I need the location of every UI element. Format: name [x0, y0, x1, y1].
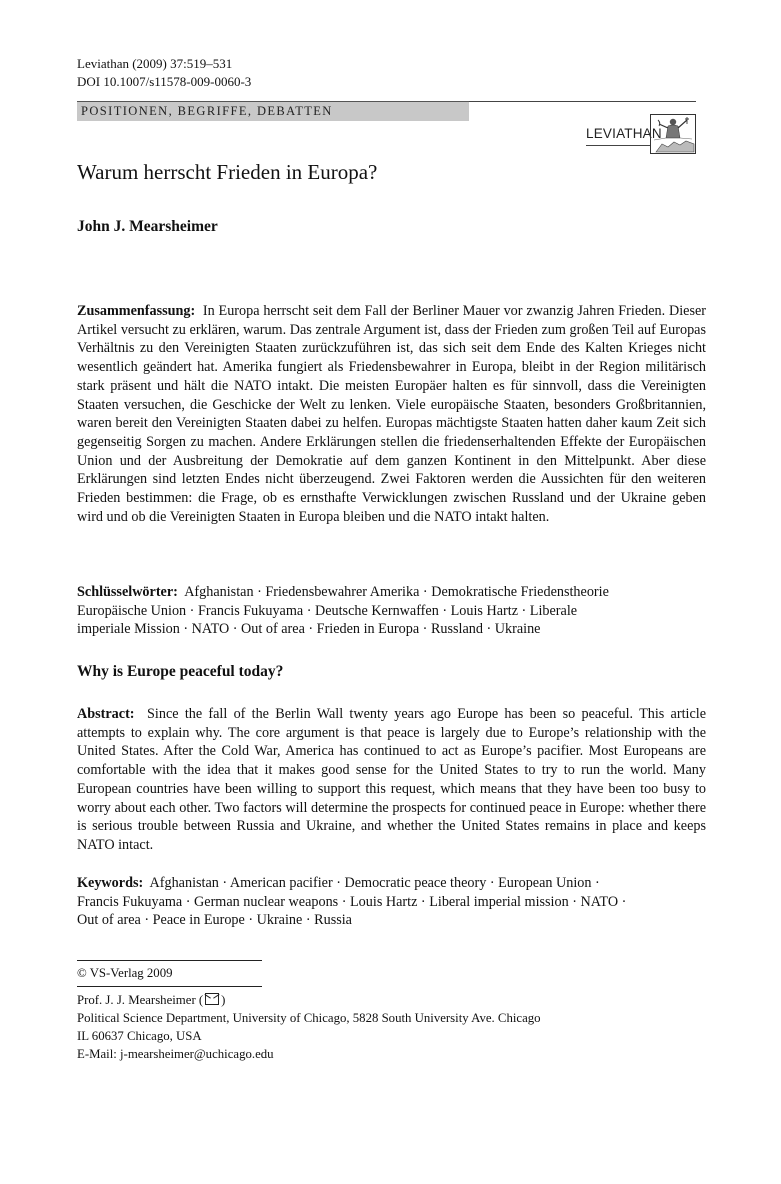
logo-text: LEVIATHAN	[586, 126, 662, 141]
affiliation-name: Prof. J. J. Mearsheimer (	[77, 993, 204, 1007]
keywords-block	[77, 874, 706, 930]
affiliation-city: IL 60637 Chicago, USA	[77, 1029, 202, 1043]
schluesselwoerter-label: Schlüsselwörter:	[77, 584, 178, 600]
journal-logo	[586, 114, 696, 154]
keywords-line-3: Out of area · Peace in Europe · Ukraine · Russia	[77, 912, 352, 929]
section-rubric	[77, 101, 469, 121]
footnote-rule	[77, 960, 262, 961]
doi: DOI 10.1007/s11578-009-0060-3	[77, 74, 252, 89]
keywords-line-1	[77, 874, 706, 893]
zusammenfassung-text: In Europa herrscht seit dem Fall der Berliner Mauer vor zwanzig Jahren Frieden. Dieser Artikel versucht zu erklären, warum. Das zentrale Argument ist, dass der Frieden zum großen Teil auf Europas Verhältnis zu den Vereinigten Staaten zurückzuführen ist, das sich seit dem Ende des Kalten Krieges nicht wesentlich geändert hat. Amerika fungiert als Friedensbewahrer in Europa, bleibt in der Region militärisch stark präsent und hält die NATO intakt. Die meisten Europäer halten es für sinnvoll, dass die Vereinigten Staaten versuchen, die Geschicke der Welt zu lenken. Viele europäische Staaten, besonders Großbritannien, waren bereit den Vereinigten Staaten dabei zu helfen. Europas mächtigste Staaten hatten daher kaum Zeit sich gegenseitig Sorgen zu machen. Andere Erklärungen stellen die friedenserhaltenden Effekte der Europäischen Union und der Ausbreitung der Demokratie auf dem ganzen Kontinent in den Mittelpunkt. Aber diese Erklärungen sind letzten Endes nicht überzeugend. Zwei Faktoren werden die Aussichten für den weiteren Frieden bestimmen: die Frage, ob es ernsthafte Verwicklungen zwischen Russland und der Ukraine geben wird und ob die Vereinigten Staaten in Europa bleiben und die NATO intakt halten.	[77, 303, 706, 525]
affiliation-name-line	[77, 991, 541, 1009]
abstract-label: Abstract:	[77, 706, 135, 722]
keywords-label: Keywords:	[77, 875, 144, 891]
english-title: Why is Europe peaceful today?	[77, 663, 284, 680]
schluesselwoerter-line-1	[77, 583, 706, 602]
affiliation-name-close: )	[221, 993, 226, 1007]
keywords-line-2: Francis Fukuyama · German nuclear weapons · Louis Hartz · Liberal imperial mission · NATO ·	[77, 893, 627, 910]
abstract-text: Since the fall of the Berlin Wall twenty years ago Europe has been so peaceful. This article attempts to explain why. The core argument is that peace is largely due to Europe’s relationship with the United States. After the Cold War, America has continued to act as Europe’s pacifier. Most Europeans are comfortable with the idea that it makes good sense for the United States to try to run the world. Many European countries have been willing to support this request, which means that they have been too busy to worry about each other. Two factors will determine the prospects for continued peace in Europe: whether there is serious trouble between Russia and Ukraine, and whether the United States remains in place and keeps NATO intact.	[77, 706, 706, 853]
schluesselwoerter-block	[77, 583, 706, 639]
abstract-paragraph	[77, 705, 706, 855]
section-label: POSITIONEN, BEGRIFFE, DEBATTEN	[81, 104, 333, 118]
schluesselwoerter-line-2: Europäische Union · Francis Fukuyama · Deutsche Kernwaffen · Louis Hartz · Liberale	[77, 602, 578, 619]
schluesselwoerter-line-3: imperiale Mission · NATO · Out of area · Frieden in Europa · Russland · Ukraine	[77, 621, 541, 638]
zusammenfassung-paragraph	[77, 302, 706, 526]
schluesselwoerter-text: Afghanistan · Friedensbewahrer Amerika · Demokratische Friedenstheorie	[184, 584, 609, 600]
rubric-rule	[469, 101, 696, 102]
affiliation-department: Political Science Department, University of Chicago, 5828 South University Ave. Chicago	[77, 1011, 541, 1025]
copyright-note: © VS-Verlag 2009	[77, 966, 173, 980]
journal-meta	[77, 55, 251, 91]
author-name: John J. Mearsheimer	[77, 218, 218, 235]
logo-underline	[586, 145, 650, 146]
article-title: Warum herrscht Frieden in Europa?	[77, 160, 378, 184]
envelope-icon	[205, 993, 219, 1005]
citation: Leviathan (2009) 37:519–531	[77, 56, 233, 71]
leviathan-figure-icon	[650, 114, 696, 154]
footnote-rule-2	[77, 986, 262, 987]
keywords-text: Afghanistan · American pacifier · Democratic peace theory · European Union ·	[149, 875, 600, 891]
zusammenfassung-label: Zusammenfassung:	[77, 303, 196, 319]
affiliation-email: E-Mail: j-mearsheimer@uchicago.edu	[77, 1047, 274, 1061]
author-affiliation	[77, 991, 541, 1063]
